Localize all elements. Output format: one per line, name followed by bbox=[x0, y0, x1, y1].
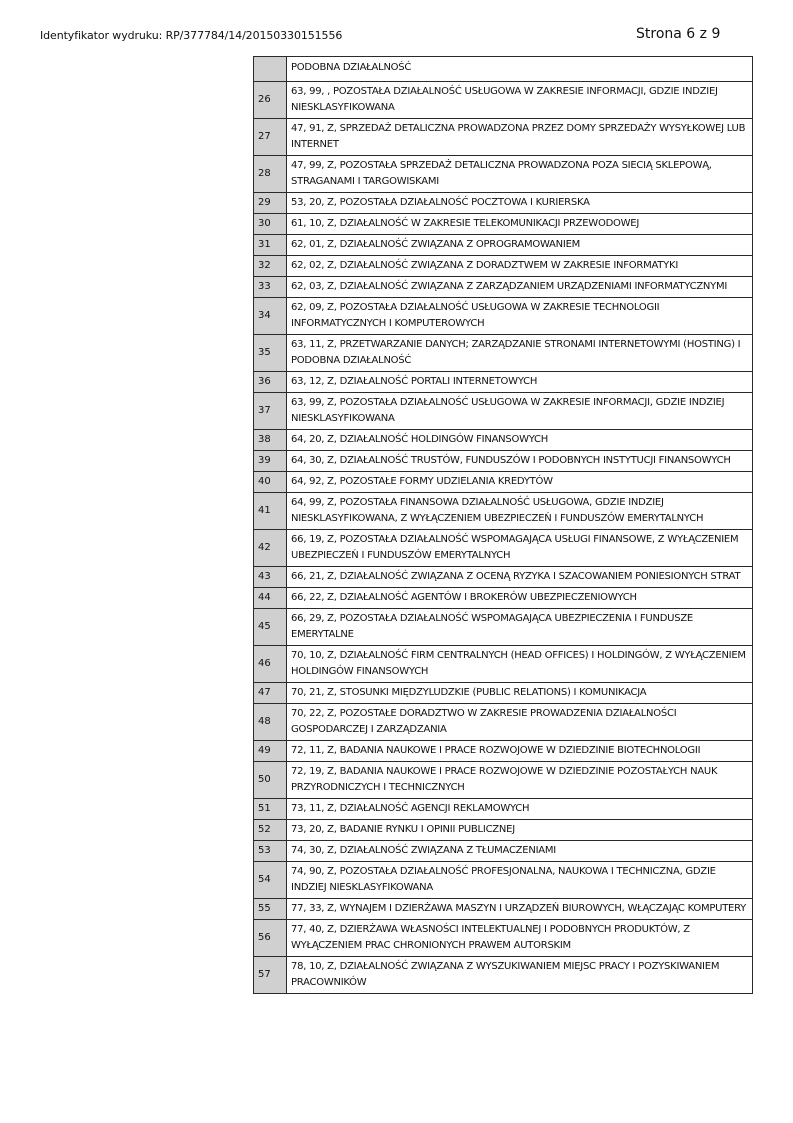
row-number: 26 bbox=[254, 82, 287, 119]
table-row bbox=[254, 82, 753, 119]
row-number: 31 bbox=[254, 235, 287, 256]
row-number: 42 bbox=[254, 530, 287, 567]
table-row bbox=[254, 472, 753, 493]
table-row bbox=[254, 493, 753, 530]
row-description: 66, 19, Z, POZOSTAŁA DZIAŁALNOŚĆ WSPOMAGAJĄCA USŁUGI FINANSOWE, Z WYŁĄCZENIEM UBEZPIECZEŃ I FUNDUSZÓW EMERYTALNYCH bbox=[287, 530, 753, 567]
row-number: 55 bbox=[254, 899, 287, 920]
row-number: 46 bbox=[254, 646, 287, 683]
table-row bbox=[254, 683, 753, 704]
table-row bbox=[254, 235, 753, 256]
table-row bbox=[254, 156, 753, 193]
row-description: 66, 21, Z, DZIAŁALNOŚĆ ZWIĄZANA Z OCENĄ RYZYKA I SZACOWANIEM PONIESIONYCH STRAT bbox=[287, 567, 753, 588]
row-number: 39 bbox=[254, 451, 287, 472]
row-description: 64, 20, Z, DZIAŁALNOŚĆ HOLDINGÓW FINANSOWYCH bbox=[287, 430, 753, 451]
page-number: Strona 6 z 9 bbox=[636, 26, 721, 42]
row-number: 57 bbox=[254, 957, 287, 994]
row-description: 70, 22, Z, POZOSTAŁE DORADZTWO W ZAKRESIE PROWADZENIA DZIAŁALNOŚCI GOSPODARCZEJ I ZARZĄDZANIA bbox=[287, 704, 753, 741]
table-row bbox=[254, 277, 753, 298]
row-number: 45 bbox=[254, 609, 287, 646]
table-row bbox=[254, 530, 753, 567]
row-description: 64, 92, Z, POZOSTAŁE FORMY UDZIELANIA KREDYTÓW bbox=[287, 472, 753, 493]
table-row bbox=[254, 214, 753, 235]
table-row bbox=[254, 567, 753, 588]
row-number: 50 bbox=[254, 762, 287, 799]
row-description: 70, 21, Z, STOSUNKI MIĘDZYLUDZKIE (PUBLIC RELATIONS) I KOMUNIKACJA bbox=[287, 683, 753, 704]
table-row bbox=[254, 920, 753, 957]
row-number: 52 bbox=[254, 820, 287, 841]
row-description: 73, 11, Z, DZIAŁALNOŚĆ AGENCJI REKLAMOWYCH bbox=[287, 799, 753, 820]
row-description: 62, 01, Z, DZIAŁALNOŚĆ ZWIĄZANA Z OPROGRAMOWANIEM bbox=[287, 235, 753, 256]
table-row bbox=[254, 704, 753, 741]
row-number: 44 bbox=[254, 588, 287, 609]
row-number: 40 bbox=[254, 472, 287, 493]
row-number: 33 bbox=[254, 277, 287, 298]
row-number: 34 bbox=[254, 298, 287, 335]
row-number: 54 bbox=[254, 862, 287, 899]
table-row bbox=[254, 193, 753, 214]
row-description: 78, 10, Z, DZIAŁALNOŚĆ ZWIĄZANA Z WYSZUKIWANIEM MIEJSC PRACY I POZYSKIWANIEM PRACOWNIKÓW bbox=[287, 957, 753, 994]
row-description: 66, 22, Z, DZIAŁALNOŚĆ AGENTÓW I BROKERÓW UBEZPIECZENIOWYCH bbox=[287, 588, 753, 609]
table-row bbox=[254, 762, 753, 799]
table-row bbox=[254, 799, 753, 820]
row-number: 29 bbox=[254, 193, 287, 214]
row-description: 77, 40, Z, DZIERŻAWA WŁASNOŚCI INTELEKTUALNEJ I PODOBNYCH PRODUKTÓW, Z WYŁĄCZENIEM PRAC CHRONIONYCH PRAWEM AUTORSKIM bbox=[287, 920, 753, 957]
row-number: 32 bbox=[254, 256, 287, 277]
row-number: 28 bbox=[254, 156, 287, 193]
row-description: 62, 03, Z, DZIAŁALNOŚĆ ZWIĄZANA Z ZARZĄDZANIEM URZĄDZENIAMI INFORMATYCZNYMI bbox=[287, 277, 753, 298]
row-description: 73, 20, Z, BADANIE RYNKU I OPINII PUBLICZNEJ bbox=[287, 820, 753, 841]
row-description: 62, 02, Z, DZIAŁALNOŚĆ ZWIĄZANA Z DORADZTWEM W ZAKRESIE INFORMATYKI bbox=[287, 256, 753, 277]
row-number bbox=[254, 57, 287, 82]
table-row bbox=[254, 335, 753, 372]
table-row bbox=[254, 256, 753, 277]
row-number: 49 bbox=[254, 741, 287, 762]
table-row bbox=[254, 646, 753, 683]
row-number: 30 bbox=[254, 214, 287, 235]
table-row bbox=[254, 609, 753, 646]
row-number: 27 bbox=[254, 119, 287, 156]
row-description: 74, 90, Z, POZOSTAŁA DZIAŁALNOŚĆ PROFESJONALNA, NAUKOWA I TECHNICZNA, GDZIE INDZIEJ NIESKLASYFIKOWANA bbox=[287, 862, 753, 899]
row-description: 70, 10, Z, DZIAŁALNOŚĆ FIRM CENTRALNYCH (HEAD OFFICES) I HOLDINGÓW, Z WYŁĄCZENIEM HOLDINGÓW FINANSOWYCH bbox=[287, 646, 753, 683]
table-row bbox=[254, 451, 753, 472]
row-description: 62, 09, Z, POZOSTAŁA DZIAŁALNOŚĆ USŁUGOWA W ZAKRESIE TECHNOLOGII INFORMATYCZNYCH I KOMPUTEROWYCH bbox=[287, 298, 753, 335]
row-description: 72, 19, Z, BADANIA NAUKOWE I PRACE ROZWOJOWE W DZIEDZINIE POZOSTAŁYCH NAUK PRZYRODNICZYCH I TECHNICZNYCH bbox=[287, 762, 753, 799]
row-number: 51 bbox=[254, 799, 287, 820]
row-number: 47 bbox=[254, 683, 287, 704]
table-row bbox=[254, 820, 753, 841]
row-description: 64, 99, Z, POZOSTAŁA FINANSOWA DZIAŁALNOŚĆ USŁUGOWA, GDZIE INDZIEJ NIESKLASYFIKOWANA, Z WYŁĄCZENIEM UBEZPIECZEŃ I FUNDUSZÓW EMERYTALNYCH bbox=[287, 493, 753, 530]
row-number: 35 bbox=[254, 335, 287, 372]
table-row bbox=[254, 741, 753, 762]
row-description: 53, 20, Z, POZOSTAŁA DZIAŁALNOŚĆ POCZTOWA I KURIERSKA bbox=[287, 193, 753, 214]
row-description: PODOBNA DZIAŁALNOŚĆ bbox=[287, 57, 753, 82]
pkd-table-body bbox=[254, 57, 753, 994]
row-number: 36 bbox=[254, 372, 287, 393]
row-number: 38 bbox=[254, 430, 287, 451]
row-number: 41 bbox=[254, 493, 287, 530]
row-description: 61, 10, Z, DZIAŁALNOŚĆ W ZAKRESIE TELEKOMUNIKACJI PRZEWODOWEJ bbox=[287, 214, 753, 235]
table-row bbox=[254, 862, 753, 899]
row-number: 43 bbox=[254, 567, 287, 588]
table-row-continuation bbox=[254, 57, 753, 82]
row-description: 63, 11, Z, PRZETWARZANIE DANYCH; ZARZĄDZANIE STRONAMI INTERNETOWYMI (HOSTING) I PODOBNA DZIAŁALNOŚĆ bbox=[287, 335, 753, 372]
table-row bbox=[254, 393, 753, 430]
table-row bbox=[254, 430, 753, 451]
table-row bbox=[254, 372, 753, 393]
row-number: 37 bbox=[254, 393, 287, 430]
row-description: 64, 30, Z, DZIAŁALNOŚĆ TRUSTÓW, FUNDUSZÓW I PODOBNYCH INSTYTUCJI FINANSOWYCH bbox=[287, 451, 753, 472]
table-row bbox=[254, 588, 753, 609]
print-identifier: Identyfikator wydruku: RP/377784/14/20150330151556 bbox=[40, 29, 343, 42]
row-number: 48 bbox=[254, 704, 287, 741]
row-description: 63, 99, Z, POZOSTAŁA DZIAŁALNOŚĆ USŁUGOWA W ZAKRESIE INFORMACJI, GDZIE INDZIEJ NIESKLASYFIKOWANA bbox=[287, 393, 753, 430]
row-description: 66, 29, Z, POZOSTAŁA DZIAŁALNOŚĆ WSPOMAGAJĄCA UBEZPIECZENIA I FUNDUSZE EMERYTALNE bbox=[287, 609, 753, 646]
row-description: 74, 30, Z, DZIAŁALNOŚĆ ZWIĄZANA Z TŁUMACZENIAMI bbox=[287, 841, 753, 862]
table-row bbox=[254, 899, 753, 920]
row-description: 72, 11, Z, BADANIA NAUKOWE I PRACE ROZWOJOWE W DZIEDZINIE BIOTECHNOLOGII bbox=[287, 741, 753, 762]
table-row bbox=[254, 298, 753, 335]
pkd-activity-table bbox=[253, 56, 753, 994]
row-description: 47, 99, Z, POZOSTAŁA SPRZEDAŻ DETALICZNA PROWADZONA POZA SIECIĄ SKLEPOWĄ, STRAGANAMI I TARGOWISKAMI bbox=[287, 156, 753, 193]
table-row bbox=[254, 957, 753, 994]
table-row bbox=[254, 119, 753, 156]
row-description: 63, 99, , POZOSTAŁA DZIAŁALNOŚĆ USŁUGOWA W ZAKRESIE INFORMACJI, GDZIE INDZIEJ NIESKLASYFIKOWANA bbox=[287, 82, 753, 119]
row-description: 47, 91, Z, SPRZEDAŻ DETALICZNA PROWADZONA PRZEZ DOMY SPRZEDAŻY WYSYŁKOWEJ LUB INTERNET bbox=[287, 119, 753, 156]
table-row bbox=[254, 841, 753, 862]
row-number: 56 bbox=[254, 920, 287, 957]
row-number: 53 bbox=[254, 841, 287, 862]
row-description: 77, 33, Z, WYNAJEM I DZIERŻAWA MASZYN I URZĄDZEŃ BIUROWYCH, WŁĄCZAJĄC KOMPUTERY bbox=[287, 899, 753, 920]
row-description: 63, 12, Z, DZIAŁALNOŚĆ PORTALI INTERNETOWYCH bbox=[287, 372, 753, 393]
